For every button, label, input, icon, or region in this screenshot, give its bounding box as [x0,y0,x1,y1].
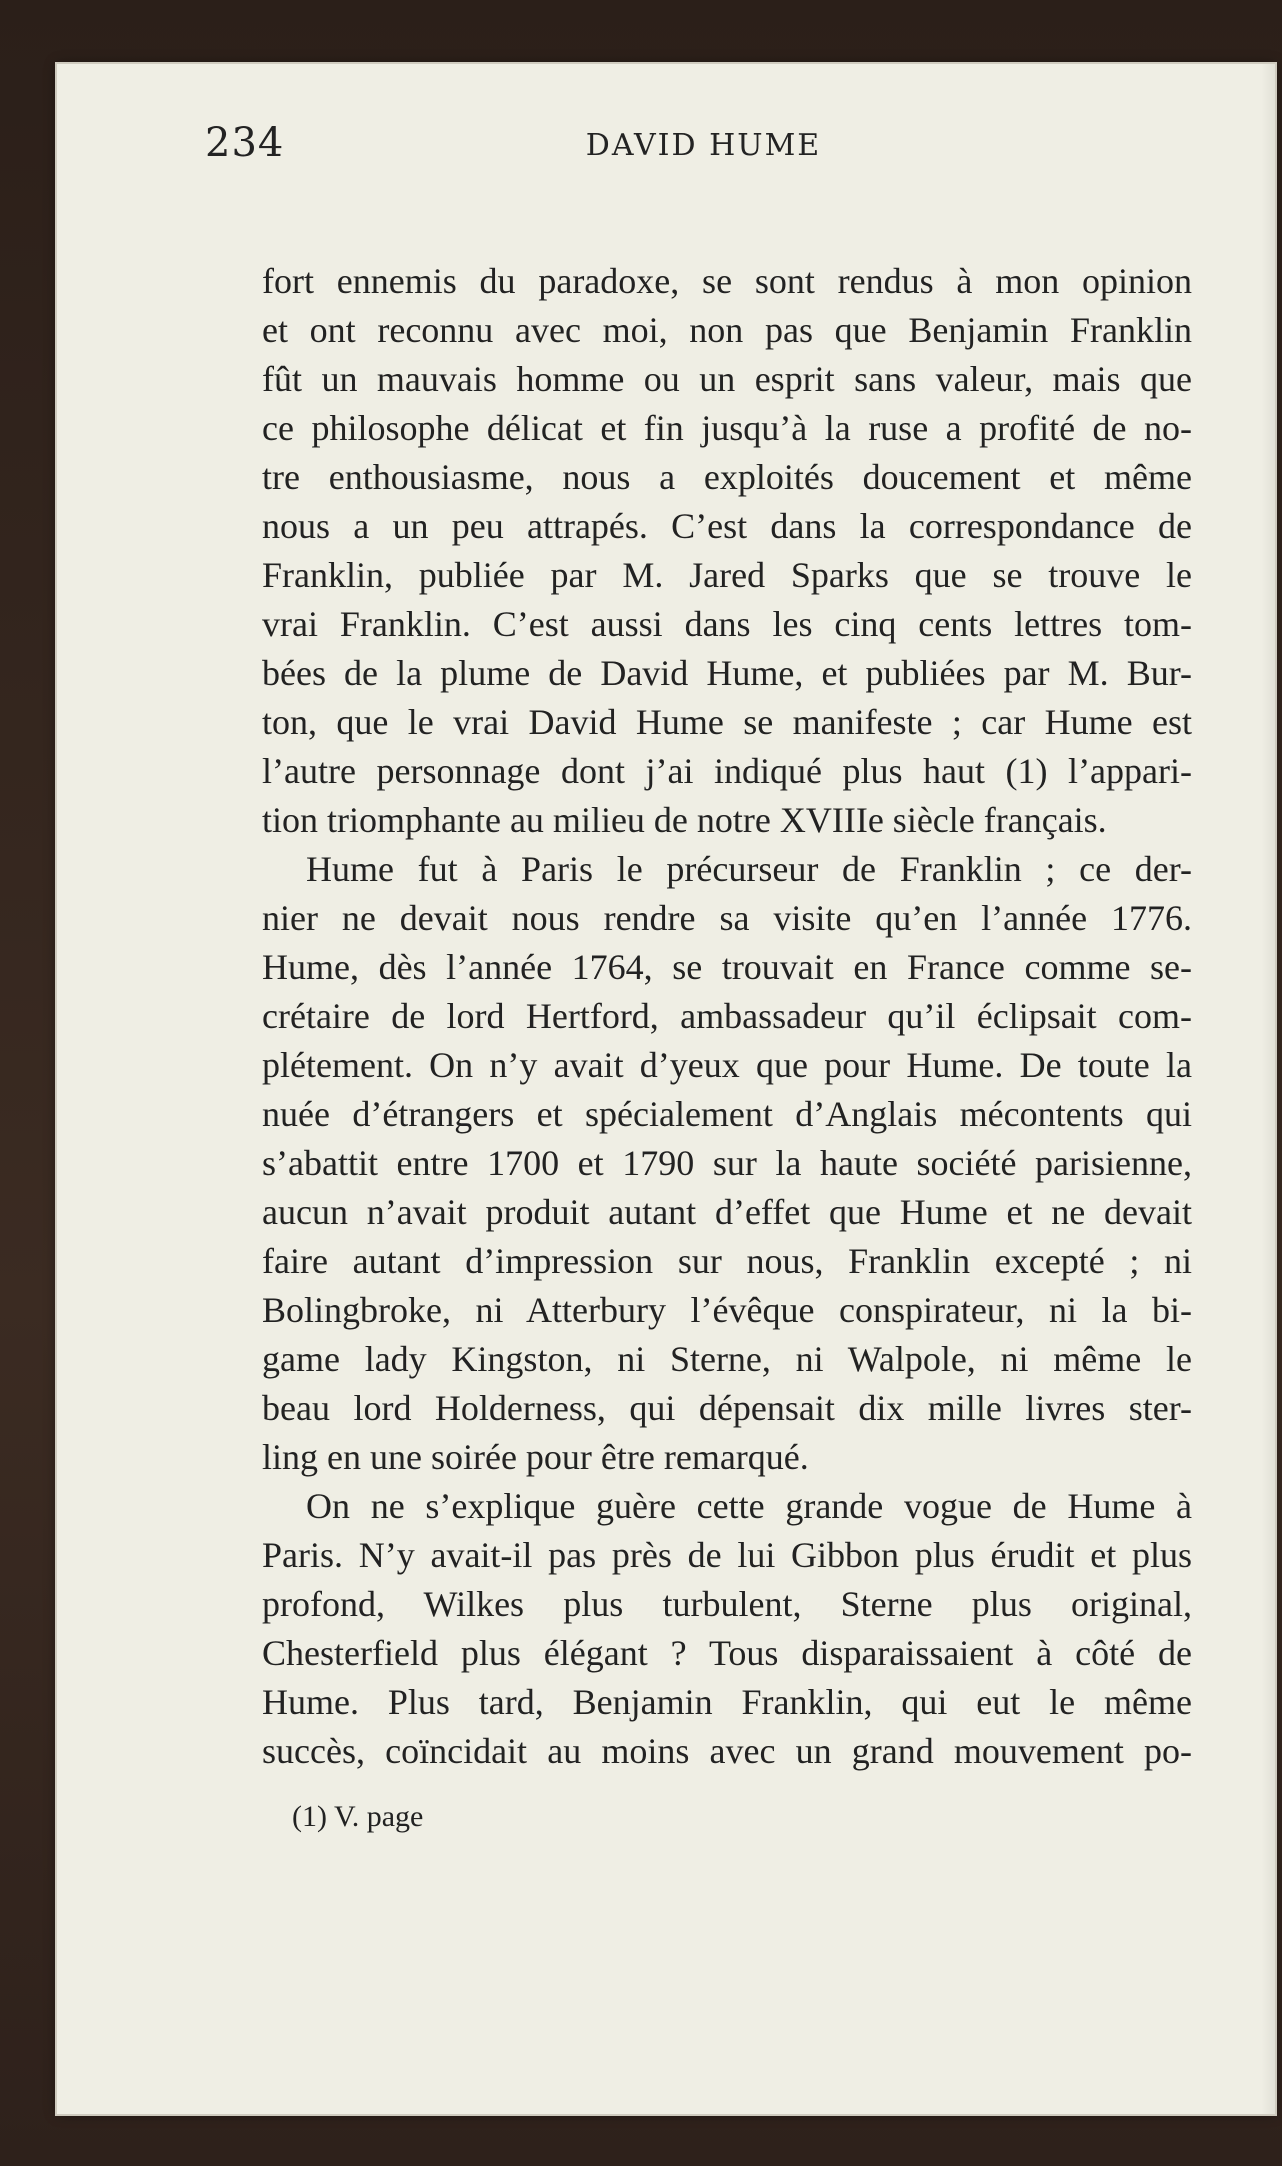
text-line: nous a un peu attrapés. C’est dans la correspondance de [262,506,1192,546]
text-line: s’abattit entre 1700 et 1790 sur la haute société parisienne, [262,1143,1192,1183]
text-line: bées de la plume de David Hume, et publiées par M. Bur- [262,653,1192,693]
text-line: succès, coïncidait au moins avec un grand mouvement po- [262,1731,1192,1771]
text-line: game lady Kingston, ni Sterne, ni Walpole, ni même le [262,1339,1192,1379]
paragraph-start-line: On ne s’explique guère cette grande vogue de Hume à [306,1486,1192,1526]
page-edge-shadow [1261,64,1275,2114]
text-line: fût un mauvais homme ou un esprit sans valeur, mais que [262,359,1192,399]
text-line: Bolingbroke, ni Atterbury l’évêque conspirateur, ni la bi- [262,1290,1192,1330]
text-line: fort ennemis du paradoxe, se sont rendus à mon opinion [262,261,1192,301]
page-header [205,120,1202,180]
page-number: 234 [205,120,285,166]
text-line: Chesterfield plus élégant ? Tous disparaissaient à côté de [262,1633,1192,1673]
text-line: nier ne devait nous rendre sa visite qu’en l’année 1776. [262,898,1192,938]
footnote: (1) V. page [292,1800,424,1833]
text-line: vrai Franklin. C’est aussi dans les cinq cents lettres tom- [262,604,1192,644]
running-head: DAVID HUME [585,128,822,163]
text-line: Hume, dès l’année 1764, se trouvait en France comme se- [262,947,1192,987]
text-line: Franklin, publiée par M. Jared Sparks que se trouve le [262,555,1192,595]
body-text [262,257,1192,1776]
text-line: faire autant d’impression sur nous, Franklin excepté ; ni [262,1241,1192,1281]
text-line: ton, que le vrai David Hume se manifeste ; car Hume est [262,702,1192,742]
text-line: ce philosophe délicat et fin jusqu’à la ruse a profité de no- [262,408,1192,448]
text-line: Paris. N’y avait-il pas près de lui Gibbon plus érudit et plus [262,1535,1192,1575]
text-line: l’autre personnage dont j’ai indiqué plus haut (1) l’appari- [262,751,1192,791]
text-line: nuée d’étrangers et spécialement d’Anglais mécontents qui [262,1094,1192,1134]
text-line: ling en une soirée pour être remarqué. [262,1437,809,1477]
text-line: crétaire de lord Hertford, ambassadeur qu’il éclipsait com- [262,996,1192,1036]
text-line: Hume. Plus tard, Benjamin Franklin, qui eut le même [262,1682,1192,1722]
text-line: beau lord Holderness, qui dépensait dix mille livres ster- [262,1388,1192,1428]
text-line: et ont reconnu avec moi, non pas que Benjamin Franklin [262,310,1192,350]
text-line: tion triomphante au milieu de notre XVIIIe siècle français. [262,800,1107,840]
text-line: plétement. On n’y avait d’yeux que pour Hume. De toute la [262,1045,1192,1085]
text-line: tre enthousiasme, nous a exploités doucement et même [262,457,1192,497]
text-line: aucun n’avait produit autant d’effet que Hume et ne devait [262,1192,1192,1232]
text-line: profond, Wilkes plus turbulent, Sterne plus original, [262,1584,1192,1624]
paragraph-start-line: Hume fut à Paris le précurseur de Franklin ; ce der- [306,849,1192,889]
